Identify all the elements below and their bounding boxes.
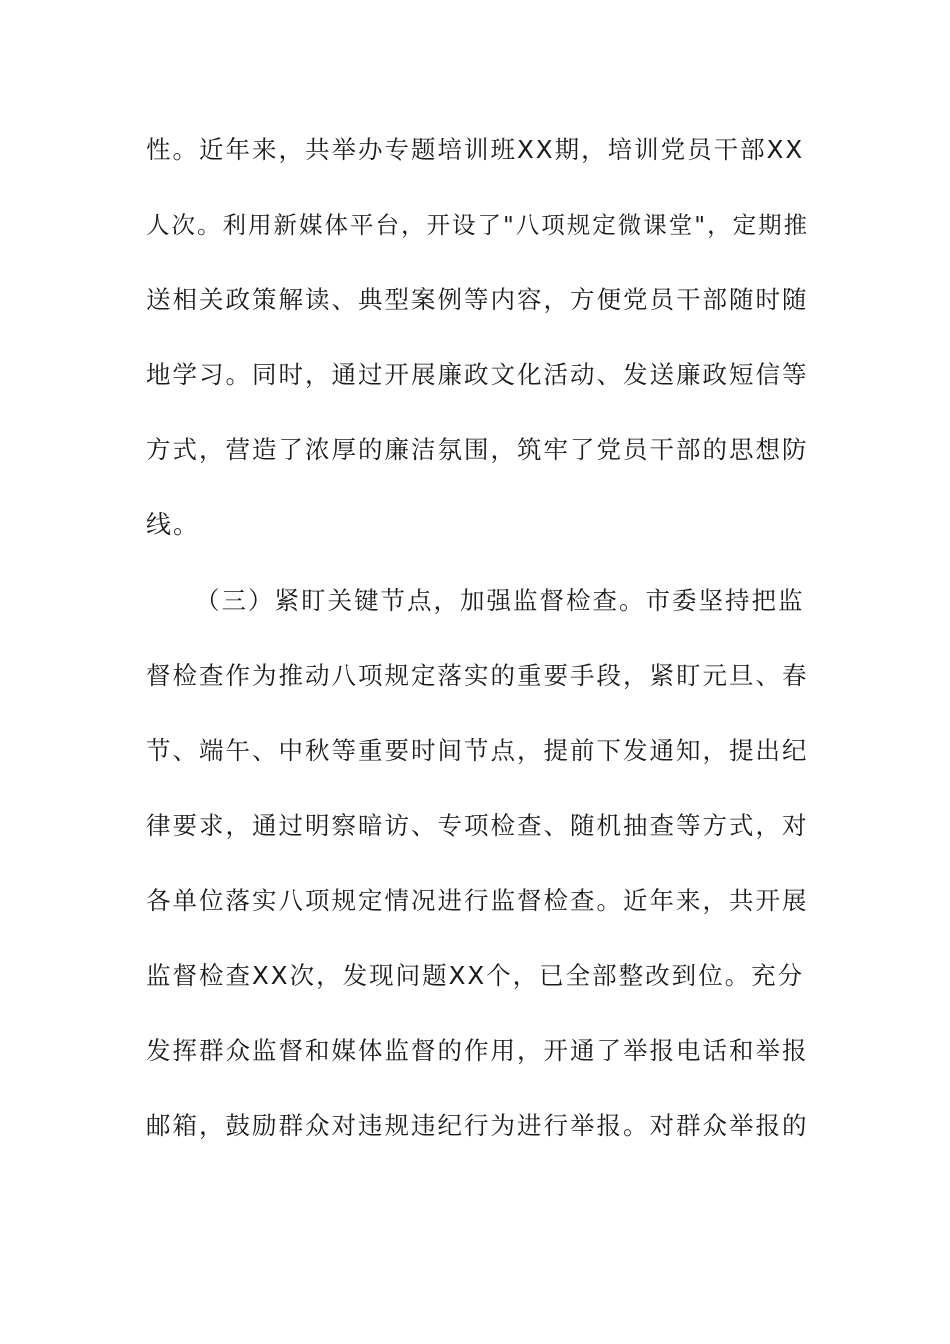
paragraph-line: 方式，营造了浓厚的廉洁氛围，筑牢了党员干部的思想防 [146,435,809,464]
paragraph-line: 督检查作为推动八项规定落实的重要手段，紧盯元旦、春 [146,661,809,690]
paragraph-line: 邮箱，鼓励群众对违规违纪行为进行举报。对群众举报的 [146,1111,809,1140]
paragraph-line: 各单位落实八项规定情况进行监督检查。近年来，共开展 [146,886,809,915]
paragraph-line: 人次。利用新媒体平台，开设了"八项规定微课堂"，定期推 [146,211,810,239]
paragraph-line: 地学习。同时，通过开展廉政文化活动、发送廉政短信等 [146,360,809,389]
paragraph-line: 发挥群众监督和媒体监督的作用，开通了举报电话和举报 [146,1036,809,1065]
paragraph-line: 性。近年来，共举办专题培训班XX期，培训党员干部XX [146,135,805,164]
paragraph-line: 送相关政策解读、典型案例等内容，方便党员干部随时随 [146,285,809,314]
section-heading-line: （三）紧盯关键节点，加强监督检查。市委坚持把监 [195,586,805,615]
paragraph-line: 律要求，通过明察暗访、专项检查、随机抽查等方式，对 [146,811,809,840]
paragraph-line: 线。 [146,510,201,539]
paragraph-line: 节、端午、中秋等重要时间节点，提前下发通知，提出纪 [146,736,809,765]
paragraph-line: 监督检查XX次，发现问题XX个，已全部整改到位。充分 [146,961,805,990]
